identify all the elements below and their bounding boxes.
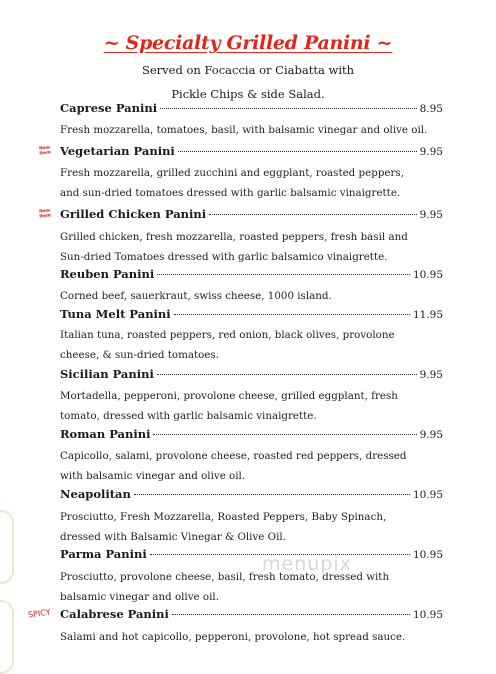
menu-item [60, 547, 443, 565]
item-description: Fresh mozzarella, grilled zucchini and eggplant, roasted peppers, and sun-dried tomatoes dressed with garlic balsamic vinaigrette. [60, 167, 404, 199]
menu-title: ~ Specialty Grilled Panini ~ [103, 32, 393, 54]
item-name: Vegetarian Panini [60, 144, 175, 158]
menu-item [60, 144, 443, 162]
item-name: Tuna Melt Panini [60, 307, 171, 321]
item-name: Neapolitan [60, 487, 131, 501]
item-price: 9.95 [419, 209, 443, 221]
item-price: 10.95 [412, 489, 443, 501]
menu-subtitle: Served on Focaccia or Ciabatta with [141, 63, 355, 77]
dot-leader [153, 434, 416, 435]
menu-item [60, 367, 443, 385]
item-description: Salami and hot capicollo, pepperoni, provolone, hot spread sauce. [60, 631, 406, 643]
item-name: Parma Panini [60, 547, 147, 561]
new-item-tag: New Item [38, 145, 52, 157]
item-name: Roman Panini [60, 427, 151, 441]
menu-item [60, 307, 443, 325]
dot-leader [174, 314, 410, 315]
dot-leader [160, 108, 417, 109]
item-description: Grilled chicken, fresh mozzarella, roasted peppers, fresh basil and Sun-dried Tomatoes dressed with garlic balsamico vinaigrette. [60, 231, 408, 263]
spicy-tag: SPICY [27, 607, 52, 620]
dot-leader [157, 374, 417, 375]
item-price: 11.95 [412, 309, 443, 321]
item-description: Fresh mozzarella, tomatoes, basil, with balsamic vinegar and olive oil. [60, 124, 428, 136]
item-price: 10.95 [412, 549, 443, 561]
item-description: Prosciutto, provolone cheese, basil, fresh tomato, dressed with balsamic vinegar and olive oil. [60, 571, 390, 603]
menu-item [60, 207, 443, 225]
menu-item [60, 607, 443, 625]
dot-leader [134, 494, 410, 495]
item-name: Sicilian Panini [60, 367, 154, 381]
item-name: Reuben Panini [60, 267, 155, 281]
dot-leader [172, 614, 410, 615]
dot-leader [157, 274, 410, 275]
menu-subtitle: Pickle Chips & side Salad. [171, 87, 325, 101]
item-price: 9.95 [419, 369, 443, 381]
menu-item [60, 267, 443, 285]
item-description: Corned beef, sauerkraut, swiss cheese, 1000 island. [60, 290, 332, 302]
item-description: Capicollo, salami, provolone cheese, roasted red peppers, dressed with balsamic vinegar and olive oil. [60, 450, 407, 482]
watermark: menupix [262, 553, 352, 575]
item-price: 10.95 [412, 609, 443, 621]
item-price: 9.95 [419, 429, 443, 441]
item-name: Calabrese Panini [60, 607, 169, 621]
menu-item [60, 427, 443, 445]
item-name: Grilled Chicken Panini [60, 207, 207, 221]
dot-leader [209, 214, 416, 215]
item-description: Prosciutto, Fresh Mozzarella, Roasted Peppers, Baby Spinach, dressed with Balsamic Vinegar & Olive Oil. [60, 511, 387, 543]
item-price: 9.95 [419, 146, 443, 158]
item-description: Italian tuna, roasted peppers, red onion, black olives, provolone cheese, & sun-dried tomatoes. [60, 329, 395, 361]
new-item-tag: New Item [38, 208, 52, 220]
menu-item [60, 101, 443, 119]
item-description: Mortadella, pepperoni, provolone cheese, grilled eggplant, fresh tomato, dressed with garlic balsamic vinaigrette. [60, 390, 398, 422]
item-price: 8.95 [419, 103, 443, 115]
dot-leader [178, 151, 417, 152]
menu-item [60, 487, 443, 505]
item-price: 10.95 [412, 269, 443, 281]
item-name: Caprese Panini [60, 101, 158, 115]
